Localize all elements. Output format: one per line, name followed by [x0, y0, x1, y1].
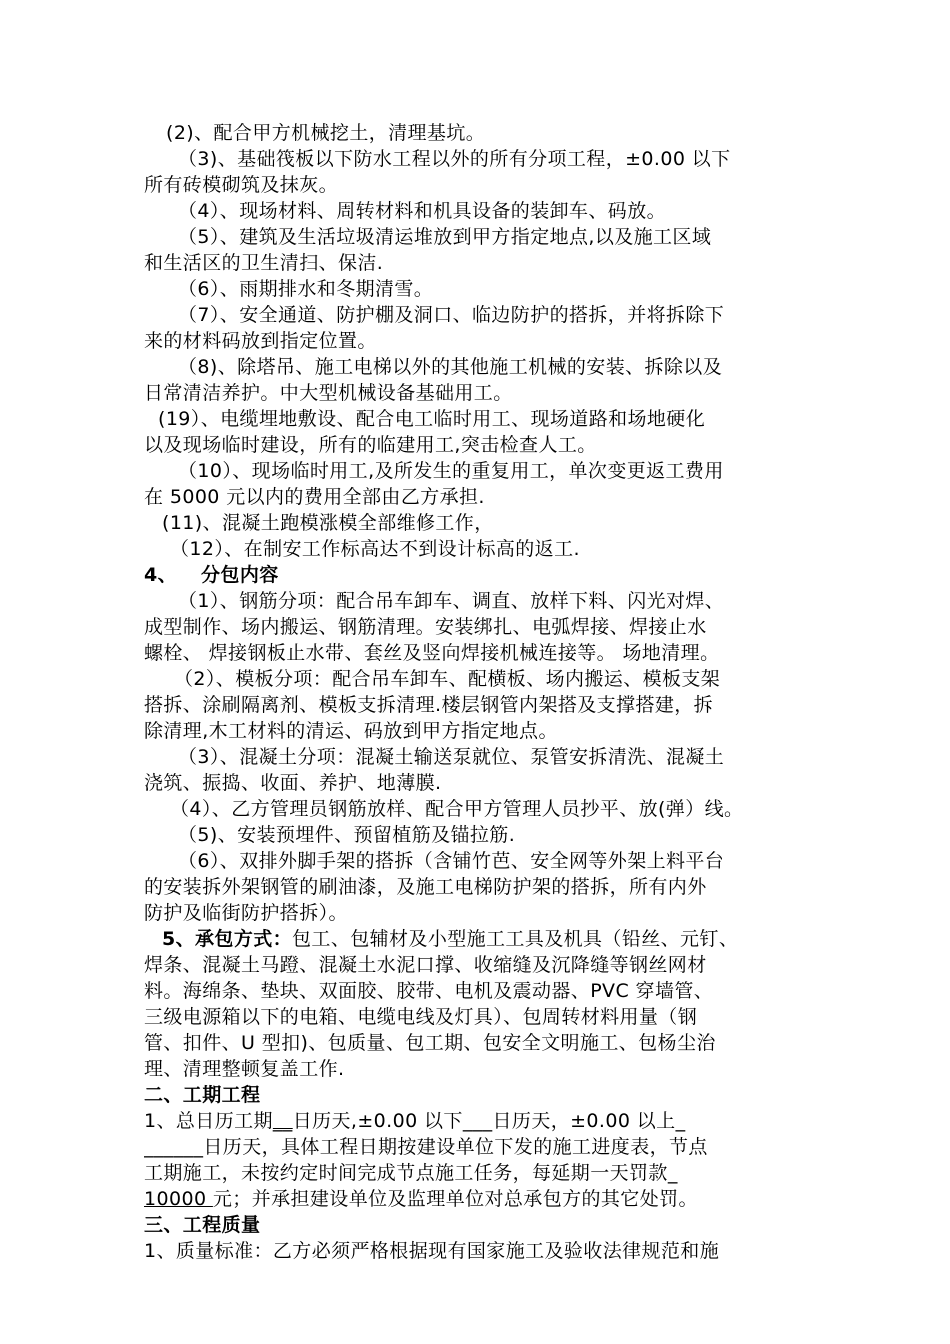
clause-4: （4）、现场材料、周转材料和机具设备的装卸车、码放。 — [178, 200, 666, 222]
blank-field-above-days-cont: ______ — [144, 1136, 204, 1158]
blank-field-below-days: ___ — [462, 1110, 493, 1132]
section-5-cont-5: 理、清理整顿复盖工作. — [144, 1058, 345, 1080]
clause-5: （5）、建筑及生活垃圾清运堆放到甲方指定地点,以及施工区域 — [178, 226, 712, 248]
clause-11: (11)、混凝土跑模涨模全部维修工作， — [162, 512, 494, 534]
section-heading-schedule: 二、工期工程 — [144, 1084, 261, 1106]
penalty-amount: 10000 — [144, 1188, 213, 1210]
schedule-line-4 — [144, 1186, 816, 1212]
section-4-title: 分包内容 — [201, 564, 279, 586]
quality-standard-line: 1、质量标准：乙方必须严格根据现有国家施工及验收法律规范和施 — [144, 1240, 720, 1262]
clause-6: （6）、雨期排水和冬期清雪。 — [178, 278, 434, 300]
item-concrete: （3）、混凝土分项：混凝土输送泵就位、泵管安拆清洗、混凝土 — [178, 746, 725, 768]
clause-12: （12）、在制安工作标高达不到设计标高的返工. — [170, 538, 580, 560]
schedule-text-b: 日历天,±0.00 以下 — [292, 1110, 463, 1132]
clause-7-cont: 来的材料码放到指定位置。 — [144, 330, 377, 352]
section-5-cont-4: 管、扣件、U 型扣)、包质量、包工期、包安全文明施工、包杨尘治 — [144, 1032, 716, 1054]
section-5-cont-1: 焊条、混凝土马蹬、混凝土水泥口撑、收缩缝及沉降缝等钢丝网材 — [144, 954, 707, 976]
item-formwork: （2）、模板分项：配合吊车卸车、配横板、场内搬运、模板支架 — [174, 668, 721, 690]
schedule-line-3 — [144, 1160, 816, 1186]
blank-field-total-days: __ — [272, 1110, 293, 1132]
clause-3-cont: 所有砖模砌筑及抹灰。 — [144, 174, 339, 196]
section-5-cont-3: 三级电源箱以下的电箱、电缆电线及灯具）、包周转材料用量（钢 — [144, 1006, 698, 1028]
clause-8-cont: 日常清洁养护。中大型机械设备基础用工。 — [144, 382, 513, 404]
clause-10-cont: 在 5000 元以内的费用全部由乙方承担. — [144, 486, 485, 508]
item-rebar-cont-1: 成型制作、场内搬运、钢筋清理。安装绑扎、电弧焊接、焊接止水 — [144, 616, 707, 638]
schedule-text-e: 工期施工，未按约定时间完成节点施工任务，每延期一天罚款 — [144, 1162, 668, 1184]
item-embedded: （5)、安装预埋件、预留植筋及锚拉筋. — [178, 824, 516, 846]
clause-10: （10）、现场临时用工,及所发生的重复用工，单次变更返工费用 — [178, 460, 724, 482]
item-formwork-cont-1: 搭拆、涂刷隔离剂、模板支拆清理.楼层钢管内架搭及支撑搭建，拆 — [144, 694, 714, 716]
section-5-title: 5、承包方式： — [162, 928, 293, 950]
schedule-text-d: 日历天，具体工程日期按建设单位下发的施工进度表，节点 — [203, 1136, 708, 1158]
clause-2: (2)、配合甲方机械挖土，清理基坑。 — [166, 122, 486, 144]
section-heading-quality: 三、工程质量 — [144, 1214, 261, 1236]
item-concrete-cont: 浇筑、振捣、收面、养护、地薄膜. — [144, 772, 442, 794]
section-5-text: 包工、包辅材及小型施工工具及机具（铅丝、元钉、 — [292, 928, 739, 950]
section-5-cont-2: 料。海绵条、垫块、双面胶、胶带、电机及震动器、PVC 穿墙管、 — [144, 980, 714, 1002]
clause-19-cont: 以及现场临时建设，所有的临建用工,突击检查人工。 — [144, 434, 597, 456]
section-4-number: 4、 — [144, 564, 178, 586]
clause-8: （8)、除塔吊、施工电梯以外的其他施工机械的安装、拆除以及 — [178, 356, 723, 378]
item-scaffold: （6）、双排外脚手架的搭拆（含铺竹芭、安全网等外架上料平台 — [178, 850, 725, 872]
section-5 — [144, 926, 816, 952]
schedule-line-1 — [144, 1108, 816, 1134]
item-formwork-cont-2: 除清理,木工材料的清运、码放到甲方指定地点。 — [144, 720, 558, 742]
blank-field-penalty: _ — [667, 1162, 678, 1184]
clause-19: (19）、电缆埋地敷设、配合电工临时用工、现场道路和场地硬化 — [158, 408, 706, 430]
item-scaffold-cont-1: 的安装拆外架钢管的刷油漆，及施工电梯防护架的搭拆，所有内外 — [144, 876, 707, 898]
item-rebar-cont-2: 螺栓、 焊接钢板止水带、套丝及竖向焊接机械连接等。 场地清理。 — [144, 642, 720, 664]
section-4-heading — [144, 562, 816, 588]
contract-body — [144, 120, 816, 1264]
item-survey: （4）、乙方管理员钢筋放样、配合甲方管理人员抄平、放(弹）线。 — [170, 798, 744, 820]
clause-5-cont: 和生活区的卫生清扫、保洁. — [144, 252, 384, 274]
item-rebar: （1）、钢筋分项：配合吊车卸车、调直、放样下料、闪光对焊、 — [178, 590, 725, 612]
schedule-text-c: 日历天，±0.00 以上 — [492, 1110, 676, 1132]
blank-field-above-days: _ — [675, 1110, 686, 1132]
schedule-line-2 — [144, 1134, 816, 1160]
clause-7: （7）、安全通道、防护棚及洞口、临边防护的搭拆，并将拆除下 — [178, 304, 725, 326]
clause-3: （3)、基础筏板以下防水工程以外的所有分项工程，±0.00 以下 — [178, 148, 731, 170]
schedule-text-f: 元；并承担建设单位及监理单位对总承包方的其它处罚。 — [212, 1188, 698, 1210]
schedule-text-a: 1、总日历工期 — [144, 1110, 273, 1132]
item-scaffold-cont-2: 防护及临街防护搭拆）。 — [144, 902, 348, 924]
